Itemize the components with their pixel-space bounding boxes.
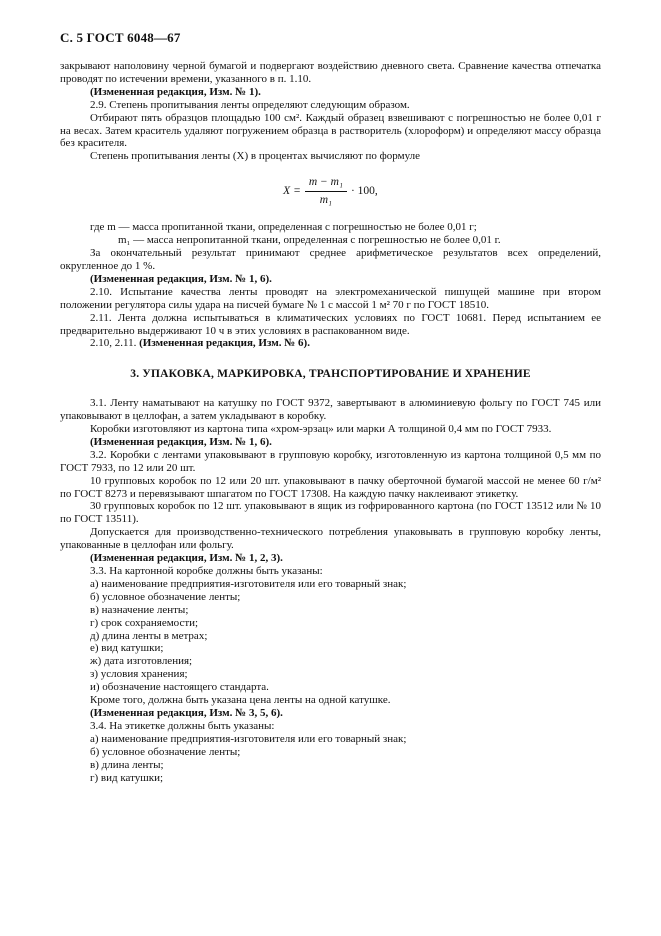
clause-2-10-2-11-edit: [60, 337, 601, 350]
clause-3-1-boxes: Коробки изготовляют из картона типа «хром-эрзац» или марки А толщиной 0,4 мм по ГОСТ 7933.: [90, 423, 552, 436]
clause-3-2-packs: 10 групповых коробок по 12 или 20 шт. упаковывают в пачку оберточной бумагой массой не менее 60 г/м² по ГОСТ 8273 и перевязывают шпагатом по ГОСТ 17308. На каждую пачку наклеивают этикетку.: [60, 474, 601, 500]
formula-fraction: [305, 176, 347, 207]
list-item: з) условия хранения;: [90, 668, 188, 681]
page-header: С. 5 ГОСТ 6048—67: [60, 30, 181, 45]
edit-note: (Измененная редакция, Изм. № 1, 6).: [90, 435, 272, 448]
list-item: б) условное обозначение ленты;: [90, 745, 241, 758]
formula-lhs: X =: [283, 184, 301, 197]
list-item: д) длина ленты в метрах;: [90, 629, 208, 642]
body-text: [60, 60, 601, 784]
edit-note: (Измененная редакция, Изм. № 6).: [139, 337, 310, 350]
clause-3-2-crate: 30 групповых коробок по 12 шт. упаковывают в ящик из гофрированного картона (по ГОСТ 13512 или № 10 по ГОСТ 13511).: [60, 500, 601, 526]
formula-where-m: где m — масса пропитанной ткани, определенная с погрешностью не более 0,01 г;: [90, 221, 477, 234]
final-result: За окончательный результат принимают среднее арифметическое результатов всех определений, округленное до 1 %.: [60, 247, 601, 272]
clause-2-9: 2.9. Степень пропитывания ленты определяют следующим образом.: [90, 98, 410, 111]
list-item: е) вид катушки;: [90, 642, 164, 655]
clause-2-11: 2.11. Лента должна испытываться в климатических условиях по ГОСТ 10681. Перед испытанием ее предварительно выдерживают 10 ч в этих условиях в распакованном виде.: [60, 311, 601, 337]
clause-3-2: 3.2. Коробки с лентами упаковывают в групповую коробку, изготовленную из картона толщиной 0,5 мм по ГОСТ 7933, по 12 или 20 шт.: [60, 448, 601, 474]
clause-2-9-formula-intro: Степень пропитывания ленты (X) в процентах вычисляют по формуле: [90, 150, 420, 163]
formula-where-m1: m₁ — масса непропитанной ткани, определенная с погрешностью не более 0,01 г.: [118, 234, 501, 247]
list-item: б) условное обозначение ленты;: [90, 590, 241, 603]
clause-3-3: 3.3. На картонной коробке должны быть указаны:: [90, 565, 323, 577]
list-item: г) срок сохраняемости;: [90, 616, 199, 629]
clause-2-9-method: Отбирают пять образцов площадью 100 см². Каждый образец взвешивают с погрешностью не более 0,01 г на весах. Затем краситель удаляют погружением образца в растворитель (хлороформ) и определяют массу образца без красителя.: [60, 111, 601, 150]
list-item: в) длина ленты;: [90, 758, 164, 771]
clause-3-4: 3.4. На этикетке должны быть указаны:: [90, 719, 275, 732]
edit-note: (Измененная редакция, Изм. № 1).: [90, 85, 261, 98]
section-title: 3. УПАКОВКА, МАРКИРОВКА, ТРАНСПОРТИРОВАНИЕ И ХРАНЕНИЕ: [130, 368, 531, 381]
clause-3-2-allowed: Допускается для производственно-технического потребления упаковывать в групповую коробку ленты, упакованные в целлофан или фольгу.: [60, 526, 601, 552]
paragraph-continuation: закрывают наполовину черной бумагой и подвергают воздействию дневного света. Сравнение качества отпечатка проводят по истечении времени, указанного в п. 1.10.: [60, 60, 601, 85]
edit-note: (Измененная редакция, Изм. № 3, 5, 6).: [90, 706, 283, 719]
clause-3-3-price: Кроме того, должна быть указана цена ленты на одной катушке.: [90, 694, 391, 707]
edit-note: (Измененная редакция, Изм. № 1, 2, 3).: [90, 552, 283, 565]
list-item: в) назначение ленты;: [90, 603, 189, 616]
list-item: а) наименование предприятия-изготовителя или его товарный знак;: [90, 577, 407, 590]
formula: [60, 169, 601, 213]
clause-label: 2.10, 2.11.: [90, 337, 137, 350]
clause-2-10: 2.10. Испытание качества ленты проводят на электромеханической пишущей машине при втором положении регулятора силы удара на писчей бумаге № 1 с массой 1 м² 70 г по ГОСТ 18510.: [60, 285, 601, 311]
list-3-3: [60, 578, 601, 694]
list-item: ж) дата изготовления;: [90, 655, 193, 668]
list-item: и) обозначение настоящего стандарта.: [90, 681, 269, 694]
formula-tail: · 100,: [350, 184, 378, 197]
list-item: а) наименование предприятия-изготовителя или его товарный знак;: [90, 732, 407, 745]
formula-denominator: m₁: [319, 193, 333, 206]
edit-note: (Измененная редакция, Изм. № 1, 6).: [90, 272, 272, 285]
clause-3-1: 3.1. Ленту наматывают на катушку по ГОСТ 9372, завертывают в алюминиевую фольгу по ГОСТ 745 или упаковывают в целлофан, а затем укладывают в коробку.: [60, 397, 601, 423]
list-item: г) вид катушки;: [90, 771, 164, 784]
list-3-4: [60, 733, 601, 785]
formula-numerator: m − m₁: [305, 176, 347, 192]
